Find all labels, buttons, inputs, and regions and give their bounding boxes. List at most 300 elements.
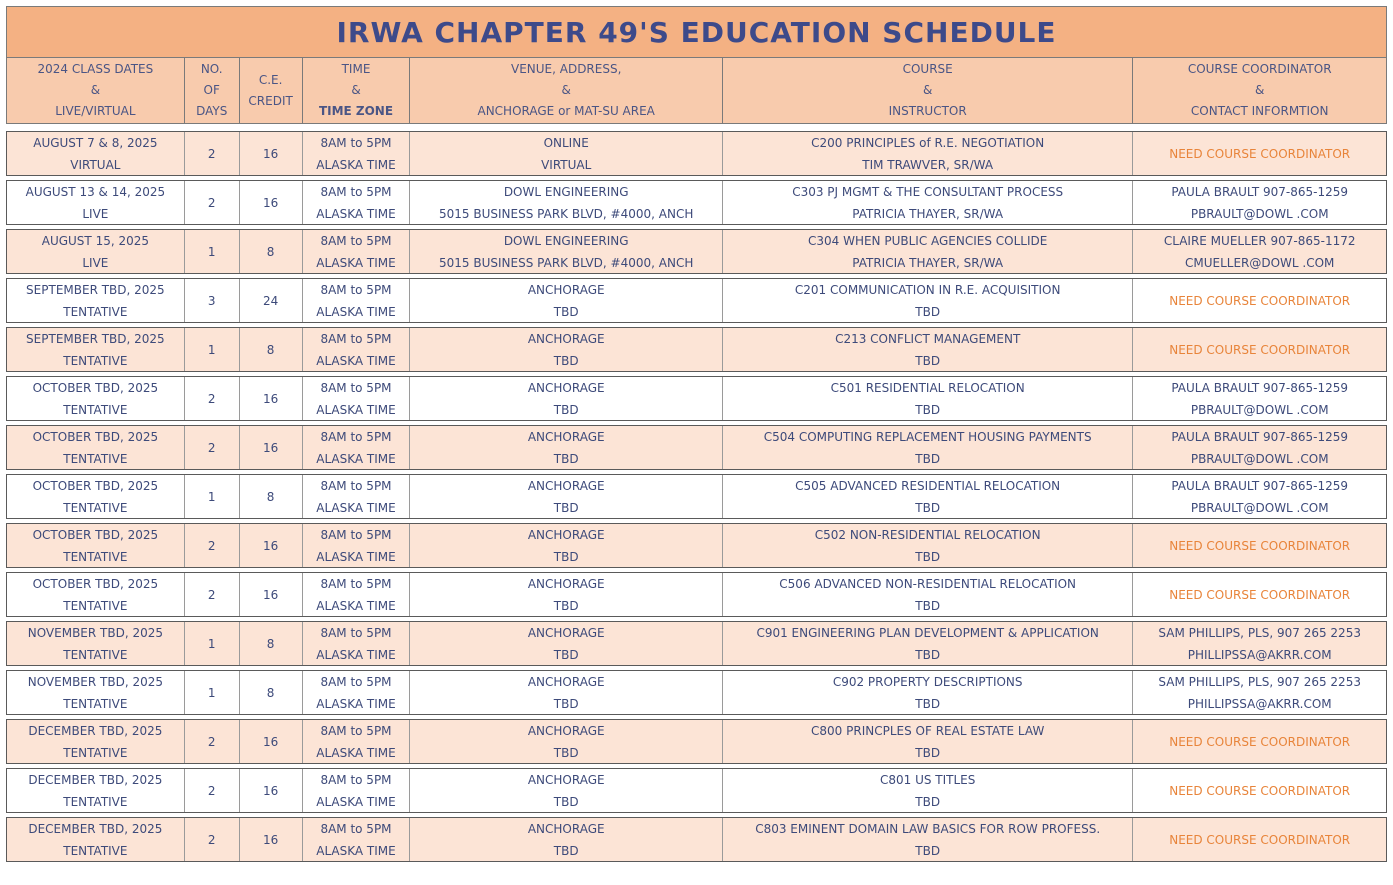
venue-address: TBD xyxy=(553,598,579,613)
coordinator-cell xyxy=(1133,279,1386,322)
date-cell xyxy=(7,720,185,763)
venue-name: DOWL ENGINEERING xyxy=(503,233,629,248)
class-date: OCTOBER TBD, 2025 xyxy=(32,429,159,444)
time-value: 8AM to 5PM xyxy=(320,282,392,297)
course-name: C501 RESIDENTIAL RELOCATION xyxy=(830,380,1025,395)
header-course xyxy=(723,58,1133,123)
time-cell xyxy=(303,720,411,763)
schedule-rows xyxy=(6,131,1387,862)
header-line: DAYS xyxy=(196,104,228,118)
table-row xyxy=(6,572,1387,617)
coordinator-cell xyxy=(1133,671,1386,714)
course-name: C200 PRINCIPLES of R.E. NEGOTIATION xyxy=(811,135,1045,150)
date-cell xyxy=(7,279,185,322)
instructor-name: TBD xyxy=(915,598,941,613)
header-row xyxy=(6,58,1387,124)
credit-value: 8 xyxy=(266,489,275,504)
time-zone: ALASKA TIME xyxy=(316,598,396,613)
venue-name: ANCHORAGE xyxy=(527,821,605,836)
header-line: OF xyxy=(203,83,220,97)
class-date: AUGUST 15, 2025 xyxy=(41,233,150,248)
venue-name: ANCHORAGE xyxy=(527,723,605,738)
venue-address: TBD xyxy=(553,353,579,368)
course-name: C803 EMINENT DOMAIN LAW BASICS FOR ROW PROFESS. xyxy=(755,821,1101,836)
days-value: 2 xyxy=(207,195,216,210)
class-date: OCTOBER TBD, 2025 xyxy=(32,478,159,493)
class-mode: LIVE xyxy=(82,255,109,270)
venue-name: ANCHORAGE xyxy=(527,331,605,346)
coordinator-contact: PAULA BRAULT 907-865-1259 xyxy=(1171,184,1349,199)
instructor-name: TBD xyxy=(915,745,941,760)
class-date: DECEMBER TBD, 2025 xyxy=(28,723,163,738)
course-cell xyxy=(723,524,1133,567)
venue-cell xyxy=(410,377,723,420)
header-line: VENUE, ADDRESS, xyxy=(510,62,622,76)
time-cell xyxy=(303,279,411,322)
instructor-name: TBD xyxy=(915,402,941,417)
class-mode: TENTATIVE xyxy=(63,745,128,760)
class-mode: TENTATIVE xyxy=(63,402,128,417)
venue-cell xyxy=(410,230,723,273)
credit-value: 16 xyxy=(262,783,279,798)
time-value: 8AM to 5PM xyxy=(320,821,392,836)
credit-cell xyxy=(240,769,303,812)
course-name: C901 ENGINEERING PLAN DEVELOPMENT & APPLICATION xyxy=(756,625,1099,640)
days-cell xyxy=(185,769,240,812)
venue-name: ANCHORAGE xyxy=(527,527,605,542)
class-date: NOVEMBER TBD, 2025 xyxy=(27,674,164,689)
table-row xyxy=(6,719,1387,764)
credit-value: 24 xyxy=(262,293,279,308)
course-cell xyxy=(723,279,1133,322)
coordinator-email: PBRAULT@DOWL .COM xyxy=(1190,500,1329,515)
time-cell xyxy=(303,769,411,812)
coordinator-email: PHILLIPSSA@AKRR.COM xyxy=(1187,696,1332,711)
schedule-sheet xyxy=(6,6,1387,866)
time-cell xyxy=(303,181,411,224)
coordinator-cell xyxy=(1133,524,1386,567)
page-title: IRWA CHAPTER 49'S EDUCATION SCHEDULE xyxy=(6,6,1387,58)
coordinator-email: PBRAULT@DOWL .COM xyxy=(1190,206,1329,221)
header-line: C.E. xyxy=(258,72,283,87)
time-value: 8AM to 5PM xyxy=(320,331,392,346)
date-cell xyxy=(7,181,185,224)
venue-cell xyxy=(410,181,723,224)
instructor-name: TBD xyxy=(915,353,941,368)
course-cell xyxy=(723,181,1133,224)
course-name: C213 CONFLICT MANAGEMENT xyxy=(835,331,1021,346)
credit-cell xyxy=(240,475,303,518)
credit-cell xyxy=(240,328,303,371)
time-cell xyxy=(303,328,411,371)
venue-address: TBD xyxy=(553,843,579,858)
time-value: 8AM to 5PM xyxy=(320,674,392,689)
class-mode: LIVE xyxy=(82,206,109,221)
venue-cell xyxy=(410,132,723,175)
class-date: OCTOBER TBD, 2025 xyxy=(32,576,159,591)
credit-value: 16 xyxy=(262,146,279,161)
days-value: 1 xyxy=(207,636,216,651)
venue-name: ANCHORAGE xyxy=(527,429,605,444)
header-line: & xyxy=(90,83,101,97)
header-line: 2024 CLASS DATES xyxy=(37,62,154,76)
time-zone: ALASKA TIME xyxy=(316,353,396,368)
instructor-name: TBD xyxy=(915,304,941,319)
instructor-name: TBD xyxy=(915,647,941,662)
days-cell xyxy=(185,671,240,714)
coordinator-cell xyxy=(1133,475,1386,518)
credit-cell xyxy=(240,377,303,420)
date-cell xyxy=(7,230,185,273)
date-cell xyxy=(7,426,185,469)
need-coordinator-text: NEED COURSE COORDINATOR xyxy=(1169,146,1351,161)
header-line: COURSE xyxy=(902,62,953,76)
coordinator-cell xyxy=(1133,622,1386,665)
header-line: TIME xyxy=(341,62,371,76)
venue-address: TBD xyxy=(553,500,579,515)
credit-value: 8 xyxy=(266,244,275,259)
venue-address: TBD xyxy=(553,451,579,466)
venue-address: TBD xyxy=(553,745,579,760)
time-zone: ALASKA TIME xyxy=(316,402,396,417)
time-zone: ALASKA TIME xyxy=(316,304,396,319)
instructor-name: TBD xyxy=(915,451,941,466)
days-cell xyxy=(185,720,240,763)
course-name: C506 ADVANCED NON-RESIDENTIAL RELOCATION xyxy=(779,576,1077,591)
coordinator-cell xyxy=(1133,230,1386,273)
header-class-dates xyxy=(7,58,185,123)
coordinator-cell xyxy=(1133,181,1386,224)
days-value: 1 xyxy=(207,685,216,700)
venue-address: TBD xyxy=(553,304,579,319)
coordinator-cell xyxy=(1133,426,1386,469)
class-date: OCTOBER TBD, 2025 xyxy=(32,380,159,395)
header-venue xyxy=(410,58,723,123)
course-cell xyxy=(723,230,1133,273)
time-zone: ALASKA TIME xyxy=(316,157,396,172)
coordinator-contact: SAM PHILLIPS, PLS, 907 265 2253 xyxy=(1158,625,1361,640)
credit-cell xyxy=(240,132,303,175)
class-mode: TENTATIVE xyxy=(63,794,128,809)
time-cell xyxy=(303,573,411,616)
table-row xyxy=(6,425,1387,470)
time-cell xyxy=(303,426,411,469)
time-zone: ALASKA TIME xyxy=(316,549,396,564)
time-cell xyxy=(303,818,411,861)
credit-cell xyxy=(240,573,303,616)
course-cell xyxy=(723,426,1133,469)
header-days xyxy=(185,58,240,123)
course-cell xyxy=(723,475,1133,518)
venue-name: ANCHORAGE xyxy=(527,772,605,787)
coordinator-cell xyxy=(1133,328,1386,371)
venue-name: ANCHORAGE xyxy=(527,674,605,689)
days-cell xyxy=(185,181,240,224)
time-zone: ALASKA TIME xyxy=(316,696,396,711)
venue-address: TBD xyxy=(553,696,579,711)
header-line: TIME ZONE xyxy=(318,104,394,118)
instructor-name: PATRICIA THAYER, SR/WA xyxy=(852,206,1004,221)
class-mode: TENTATIVE xyxy=(63,353,128,368)
venue-address: TBD xyxy=(553,794,579,809)
venue-name: ANCHORAGE xyxy=(527,478,605,493)
class-date: AUGUST 13 & 14, 2025 xyxy=(25,184,166,199)
time-value: 8AM to 5PM xyxy=(320,135,392,150)
days-cell xyxy=(185,475,240,518)
time-zone: ALASKA TIME xyxy=(316,206,396,221)
coordinator-email: PBRAULT@DOWL .COM xyxy=(1190,451,1329,466)
class-date: SEPTEMBER TBD, 2025 xyxy=(26,282,165,297)
days-value: 2 xyxy=(207,440,216,455)
time-cell xyxy=(303,230,411,273)
need-coordinator-text: NEED COURSE COORDINATOR xyxy=(1169,293,1351,308)
instructor-name: TBD xyxy=(915,794,941,809)
course-cell xyxy=(723,720,1133,763)
days-value: 1 xyxy=(207,342,216,357)
course-cell xyxy=(723,132,1133,175)
days-cell xyxy=(185,328,240,371)
days-cell xyxy=(185,279,240,322)
credit-cell xyxy=(240,622,303,665)
credit-value: 16 xyxy=(262,538,279,553)
class-date: SEPTEMBER TBD, 2025 xyxy=(26,331,165,346)
time-value: 8AM to 5PM xyxy=(320,380,392,395)
course-name: C504 COMPUTING REPLACEMENT HOUSING PAYMENTS xyxy=(763,429,1092,444)
need-coordinator-text: NEED COURSE COORDINATOR xyxy=(1169,832,1351,847)
venue-cell xyxy=(410,475,723,518)
class-mode: TENTATIVE xyxy=(63,843,128,858)
course-name: C201 COMMUNICATION IN R.E. ACQUISITION xyxy=(794,282,1061,297)
coordinator-contact: PAULA BRAULT 907-865-1259 xyxy=(1171,478,1349,493)
need-coordinator-text: NEED COURSE COORDINATOR xyxy=(1169,538,1351,553)
coordinator-cell xyxy=(1133,377,1386,420)
course-name: C304 WHEN PUBLIC AGENCIES COLLIDE xyxy=(807,233,1048,248)
days-cell xyxy=(185,132,240,175)
header-line: & xyxy=(561,83,571,97)
time-cell xyxy=(303,377,411,420)
course-name: C303 PJ MGMT & THE CONSULTANT PROCESS xyxy=(792,184,1064,199)
coordinator-cell xyxy=(1133,720,1386,763)
venue-cell xyxy=(410,720,723,763)
time-value: 8AM to 5PM xyxy=(320,429,392,444)
need-coordinator-text: NEED COURSE COORDINATOR xyxy=(1169,342,1351,357)
instructor-name: TBD xyxy=(915,549,941,564)
table-row xyxy=(6,670,1387,715)
coordinator-email: PHILLIPSSA@AKRR.COM xyxy=(1187,647,1332,662)
header-time xyxy=(303,58,411,123)
course-cell xyxy=(723,769,1133,812)
venue-name: ANCHORAGE xyxy=(527,625,605,640)
table-row xyxy=(6,229,1387,274)
coordinator-email: PBRAULT@DOWL .COM xyxy=(1190,402,1329,417)
days-cell xyxy=(185,524,240,567)
date-cell xyxy=(7,524,185,567)
instructor-name: TBD xyxy=(915,843,941,858)
class-mode: VIRTUAL xyxy=(70,157,121,172)
time-value: 8AM to 5PM xyxy=(320,625,392,640)
credit-value: 8 xyxy=(266,636,275,651)
course-cell xyxy=(723,573,1133,616)
time-value: 8AM to 5PM xyxy=(320,576,392,591)
header-line: ANCHORAGE or MAT-SU AREA xyxy=(477,104,655,118)
class-mode: TENTATIVE xyxy=(63,647,128,662)
venue-cell xyxy=(410,818,723,861)
course-name: C902 PROPERTY DESCRIPTIONS xyxy=(832,674,1023,689)
venue-cell xyxy=(410,524,723,567)
table-row xyxy=(6,180,1387,225)
time-cell xyxy=(303,524,411,567)
venue-cell xyxy=(410,279,723,322)
time-zone: ALASKA TIME xyxy=(316,451,396,466)
instructor-name: TBD xyxy=(915,500,941,515)
header-line: NO. xyxy=(200,62,223,76)
date-cell xyxy=(7,671,185,714)
date-cell xyxy=(7,622,185,665)
coordinator-contact: CLAIRE MUELLER 907-865-1172 xyxy=(1163,233,1356,248)
header-line: CREDIT xyxy=(248,93,293,108)
class-date: OCTOBER TBD, 2025 xyxy=(32,527,159,542)
class-mode: TENTATIVE xyxy=(63,696,128,711)
class-mode: TENTATIVE xyxy=(63,549,128,564)
course-cell xyxy=(723,671,1133,714)
course-cell xyxy=(723,328,1133,371)
coordinator-email: CMUELLER@DOWL .COM xyxy=(1184,255,1335,270)
header-coordinator xyxy=(1133,58,1386,123)
credit-cell xyxy=(240,181,303,224)
credit-cell xyxy=(240,671,303,714)
days-value: 2 xyxy=(207,783,216,798)
course-name: C801 US TITLES xyxy=(879,772,976,787)
venue-cell xyxy=(410,426,723,469)
venue-name: DOWL ENGINEERING xyxy=(503,184,629,199)
course-name: C505 ADVANCED RESIDENTIAL RELOCATION xyxy=(795,478,1061,493)
course-name: C502 NON-RESIDENTIAL RELOCATION xyxy=(814,527,1041,542)
days-cell xyxy=(185,573,240,616)
time-value: 8AM to 5PM xyxy=(320,527,392,542)
instructor-name: TIM TRAWVER, SR/WA xyxy=(862,157,994,172)
time-zone: ALASKA TIME xyxy=(316,500,396,515)
venue-address: 5015 BUSINESS PARK BLVD, #4000, ANCH xyxy=(439,255,694,270)
class-mode: TENTATIVE xyxy=(63,304,128,319)
credit-cell xyxy=(240,426,303,469)
venue-cell xyxy=(410,671,723,714)
class-date: DECEMBER TBD, 2025 xyxy=(28,772,163,787)
time-cell xyxy=(303,132,411,175)
coordinator-contact: PAULA BRAULT 907-865-1259 xyxy=(1171,380,1349,395)
coordinator-cell xyxy=(1133,573,1386,616)
credit-value: 16 xyxy=(262,391,279,406)
header-line: INSTRUCTOR xyxy=(888,104,967,118)
days-value: 1 xyxy=(207,244,216,259)
venue-cell xyxy=(410,328,723,371)
instructor-name: PATRICIA THAYER, SR/WA xyxy=(852,255,1004,270)
time-cell xyxy=(303,475,411,518)
time-value: 8AM to 5PM xyxy=(320,184,392,199)
date-cell xyxy=(7,573,185,616)
credit-cell xyxy=(240,230,303,273)
coordinator-cell xyxy=(1133,769,1386,812)
need-coordinator-text: NEED COURSE COORDINATOR xyxy=(1169,734,1351,749)
coordinator-cell xyxy=(1133,818,1386,861)
table-row xyxy=(6,817,1387,862)
course-name: C800 PRINCPLES OF REAL ESTATE LAW xyxy=(811,723,1045,738)
date-cell xyxy=(7,132,185,175)
table-row xyxy=(6,523,1387,568)
date-cell xyxy=(7,377,185,420)
days-value: 2 xyxy=(207,538,216,553)
header-line: & xyxy=(351,83,361,97)
coordinator-contact: PAULA BRAULT 907-865-1259 xyxy=(1171,429,1349,444)
need-coordinator-text: NEED COURSE COORDINATOR xyxy=(1169,587,1351,602)
credit-value: 16 xyxy=(262,734,279,749)
venue-address: VIRTUAL xyxy=(541,157,592,172)
table-row xyxy=(6,327,1387,372)
days-value: 2 xyxy=(207,832,216,847)
credit-value: 16 xyxy=(262,587,279,602)
credit-value: 8 xyxy=(266,685,275,700)
credit-cell xyxy=(240,818,303,861)
header-line: & xyxy=(1255,83,1265,97)
class-mode: TENTATIVE xyxy=(63,451,128,466)
days-cell xyxy=(185,622,240,665)
coordinator-cell xyxy=(1133,132,1386,175)
venue-address: TBD xyxy=(553,402,579,417)
header-line: CONTACT INFORMTION xyxy=(1190,104,1329,118)
venue-cell xyxy=(410,622,723,665)
class-mode: TENTATIVE xyxy=(63,500,128,515)
venue-name: ANCHORAGE xyxy=(527,576,605,591)
time-zone: ALASKA TIME xyxy=(316,843,396,858)
header-credit xyxy=(240,58,303,123)
days-cell xyxy=(185,818,240,861)
class-date: NOVEMBER TBD, 2025 xyxy=(27,625,164,640)
credit-value: 16 xyxy=(262,440,279,455)
class-date: AUGUST 7 & 8, 2025 xyxy=(33,135,158,150)
time-value: 8AM to 5PM xyxy=(320,723,392,738)
coordinator-contact: SAM PHILLIPS, PLS, 907 265 2253 xyxy=(1158,674,1361,689)
days-cell xyxy=(185,230,240,273)
days-value: 2 xyxy=(207,146,216,161)
credit-cell xyxy=(240,720,303,763)
days-value: 2 xyxy=(207,587,216,602)
days-cell xyxy=(185,426,240,469)
time-cell xyxy=(303,622,411,665)
table-row xyxy=(6,621,1387,666)
table-row xyxy=(6,131,1387,176)
venue-name: ANCHORAGE xyxy=(527,282,605,297)
days-cell xyxy=(185,377,240,420)
header-line: & xyxy=(922,83,933,97)
venue-address: TBD xyxy=(553,647,579,662)
table-row xyxy=(6,376,1387,421)
days-value: 2 xyxy=(207,391,216,406)
instructor-name: TBD xyxy=(915,696,941,711)
date-cell xyxy=(7,769,185,812)
days-value: 1 xyxy=(207,489,216,504)
need-coordinator-text: NEED COURSE COORDINATOR xyxy=(1169,783,1351,798)
course-cell xyxy=(723,622,1133,665)
course-cell xyxy=(723,377,1133,420)
date-cell xyxy=(7,475,185,518)
credit-cell xyxy=(240,279,303,322)
time-value: 8AM to 5PM xyxy=(320,772,392,787)
credit-value: 16 xyxy=(262,195,279,210)
credit-value: 8 xyxy=(266,342,275,357)
date-cell xyxy=(7,328,185,371)
table-row xyxy=(6,474,1387,519)
class-mode: TENTATIVE xyxy=(63,598,128,613)
class-date: DECEMBER TBD, 2025 xyxy=(28,821,163,836)
